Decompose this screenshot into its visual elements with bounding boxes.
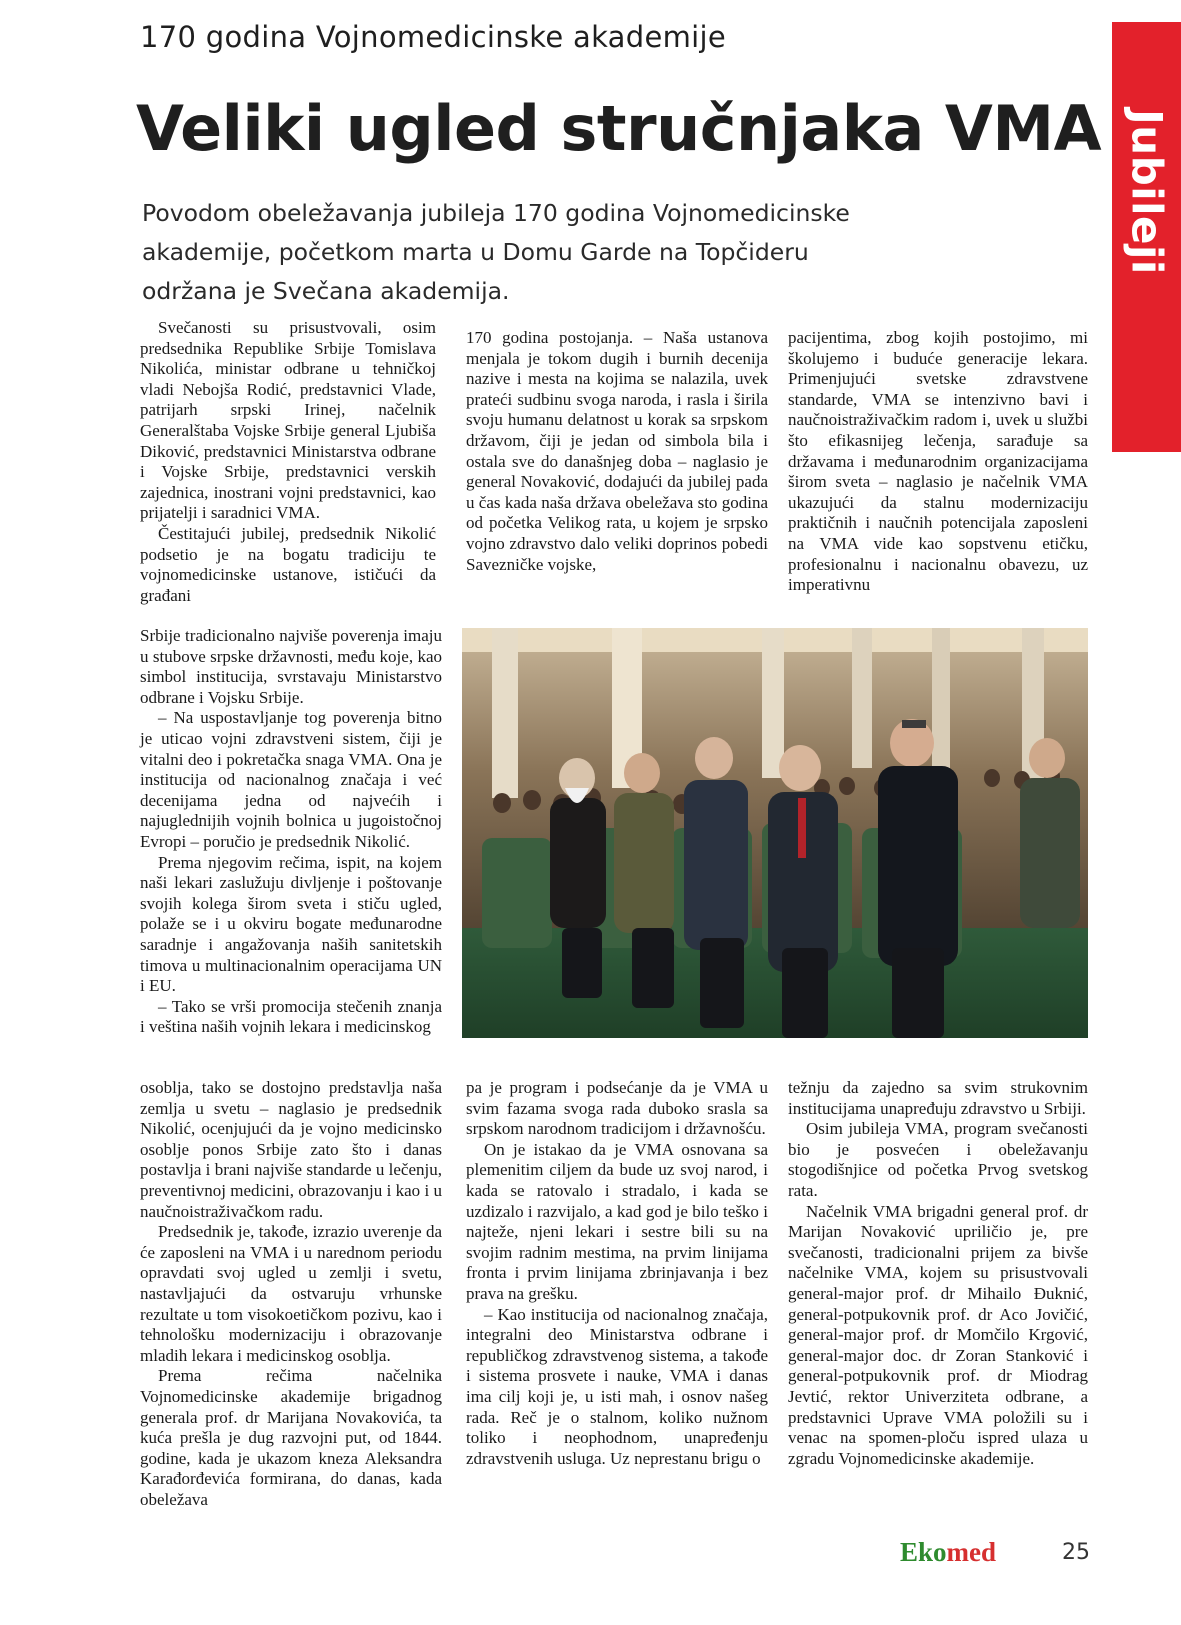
column-1-top	[140, 318, 436, 606]
lead-line: Povodom obeležavanja jubileja 170 godina Vojnomedicinske	[142, 199, 850, 227]
column-3-bottom	[788, 1078, 1088, 1469]
section-tab	[1112, 22, 1181, 452]
ceremony-photo-illustration	[462, 628, 1088, 1038]
paragraph: Čestitajući jubilej, predsednik Nikolić podsetio je na bogatu tradiciju te vojnomedicinske ustanove, ističući da građani	[140, 523, 436, 605]
paragraph: Predsednik je, takođe, izrazio uverenje da će zaposleni na VMA i u narednom periodu opravdati svoj ugled u zemlji i svetu, nastavljajući da ostvaruju vrhunske rezultate u tom visokoetičkom pozivu, kao i tehnološku modernizaciju i obrazovanje mladih lekara i medicinskog osoblja.	[140, 1222, 442, 1365]
lead-line: održana je Svečana akademija.	[142, 277, 510, 305]
paragraph: Osim jubileja VMA, program svečanosti bio je posvećen i obeležavanju stogodišnjice od početka Prvog svetskog rata.	[788, 1119, 1088, 1200]
column-1-bottom	[140, 1078, 442, 1510]
section-tab-label: Jubileji	[1122, 109, 1171, 275]
paragraph: pacijentima, zbog kojih postojimo, mi školujemo i buduće generacije lekara. Primenjujući svetske zdravstvene standarde, VMA se intenzivno bavi i naučnoistraživačkim radom i, uvek u službi što efikasnijeg lečenja, sarađuje sa državama i međunarodnim organizacijama širom sveta – naglasio je načelnik VMA ukazujući da stalnu modernizaciju praktičnih i naučnih potencijala zaposleni na VMA vide kao sopstvenu etičku, profesionalnu i nacionalnu obavezu, uz imperativnu	[788, 328, 1088, 595]
paragraph: Načelnik VMA brigadni general prof. dr Marijan Novaković upriličio je, pre svečanosti, tradicionalni prijem za bivše načelnike VMA, kojem su prisustvovali general-major prof. dr Mihailo Đuknić, general-potpukovnik prof. dr Aco Jovičić, general-major prof. dr Momčilo Krgović, general-major doc. dr Zoran Stanković i general-potpukovnik prof. dr Miodrag Jevtić, rektor Univerziteta odbrane, a predstavnici Uprave VMA položili su i venac na spomen-ploču ispred ulaza u zgradu Vojnomedicinske akademije.	[788, 1201, 1088, 1468]
paragraph: težnju da zajedno sa svim strukovnim institucijama unapređuju zdravstvo u Srbiji.	[788, 1078, 1088, 1118]
paragraph: On je istakao da je VMA osnovana sa plemenitim ciljem da bude uz svoj narod, i kada se ratovalo i stradalo, i kada se uzdizalo i razvijalo, a kad god je bilo teško i najteže, njeni lekari i sestre bili su na svojim radnim mestima, na prvim linijama fronta i prvim linijama zbrinjavanja i bez prava na grešku.	[466, 1139, 768, 1303]
column-3-top	[788, 328, 1088, 596]
page-number: 25	[1062, 1540, 1090, 1565]
paragraph: Prema njegovim rečima, ispit, na kojem naši lekari zaslužuju divljenje i poštovanje svojih kolega širom sveta i stiču ugled, polaže se i u okviru bogate međunarodne saradnje i angažovanja naših sanitetskih timova u multinacionalnim operacijama UN i EU.	[140, 852, 442, 996]
article-headline: Veliki ugled stručnjaka VMA	[136, 92, 1102, 165]
logo-text-med: med	[946, 1537, 997, 1567]
column-2-bottom	[466, 1078, 768, 1469]
paragraph: – Na uspostavljanje tog poverenja bitno je uticao vojni zdravstveni sistem, čiji je vitalni deo i pokretačka snaga VMA. Ona je institucija od nacionalnog značaja i već decenijama jedna od najvećih i najuglednijih vojnih bolnica u jugoistočnoj Evropi – poručio je predsednik Nikolić.	[140, 708, 442, 851]
column-1-middle	[140, 626, 442, 1038]
ceremony-photo	[462, 628, 1088, 1038]
paragraph: Srbije tradicionalno najviše poverenja imaju u stubove srpske državnosti, među koje, kao simbol institucija, svrstavaju Ministarstvo odbrane i Vojsku Srbije.	[140, 626, 442, 707]
paragraph: – Tako se vrši promocija stečenih znanja i veština naših vojnih lekara i medicinskog	[140, 996, 442, 1037]
paragraph: osoblja, tako se dostojno predstavlja naša zemlja u svetu – naglasio je predsednik Nikolić, ocenjujući da je vojno medicinsko osoblje ponos Srbije zato što i danas postavlja i brani najviše standarde u lečenju, preventivnoj medicini, obrazovanju i kao i u naučnoistraživačkom radu.	[140, 1078, 442, 1221]
logo-text-eko: Eko	[900, 1537, 947, 1567]
paragraph: pa je program i podsećanje da je VMA u svim fazama svoga rada duboko srasla sa srpskom narodnom tradicijom i državnošću.	[466, 1078, 768, 1139]
paragraph: Prema rečima načelnika Vojnomedicinske akademije brigadnog generala prof. dr Marijana Novakovića, ta kuća prešla je dug razvojni put, od 1844. godine, kada je ukazom kneza Aleksandra Karađorđevića formirana, do danas, kada obeležava	[140, 1366, 442, 1509]
paragraph: Svečanosti su prisustvovali, osim predsednika Republike Srbije Tomislava Nikolića, ministar odbrane u tehničkoj vladi Nebojša Rodić, predstavnici Vlade, patrijarh srpski Irinej, načelnik Generalštaba Vojske Srbije general Ljubiša Diković, predstavnici Ministarstva odbrane i Vojske Srbije, predstavnici verskih zajednica, inostrani vojni predstavnici, kao prijatelji i saradnici VMA.	[140, 318, 436, 523]
paragraph: 170 godina postojanja. – Naša ustanova menjala je tokom dugih i burnih decenija nazive i mesta na kojima se nalazila, uvek prateći sudbinu svoga naroda, i rasla i širila svoju humanu delatnost u korak sa srpskom državom, čiji je jedan od simbola bila i ostala sve do današnjeg doba – naglasio je general Novaković, dodajući da jubilej pada u čas kada naša država obeležava sto godina od početka Velikog rata, u kojem je srpsko vojno zdravstvo dalo veliki doprinos pobedi Savezničke vojske,	[466, 328, 768, 574]
column-2-top	[466, 328, 768, 575]
article-lead	[142, 194, 862, 311]
lead-line: akademije, početkom marta u Domu Garde na Topčideru	[142, 238, 809, 266]
ekomed-logo	[900, 1537, 996, 1568]
section-kicker: 170 godina Vojnomedicinske akademije	[140, 20, 727, 54]
paragraph: – Kao institucija od nacionalnog značaja, integralni deo Ministarstva odbrane i republičkog zdravstvenog sistema, a takođe i sistema prosvete i nauke, VMA i danas ima cilj koji je, u isti mah, i osnov našeg rada. Reč je o stalnom, koliko nužnom toliko i neophodnom, unapređenju zdravstvenih usluga. Uz neprestanu brigu o	[466, 1304, 768, 1468]
